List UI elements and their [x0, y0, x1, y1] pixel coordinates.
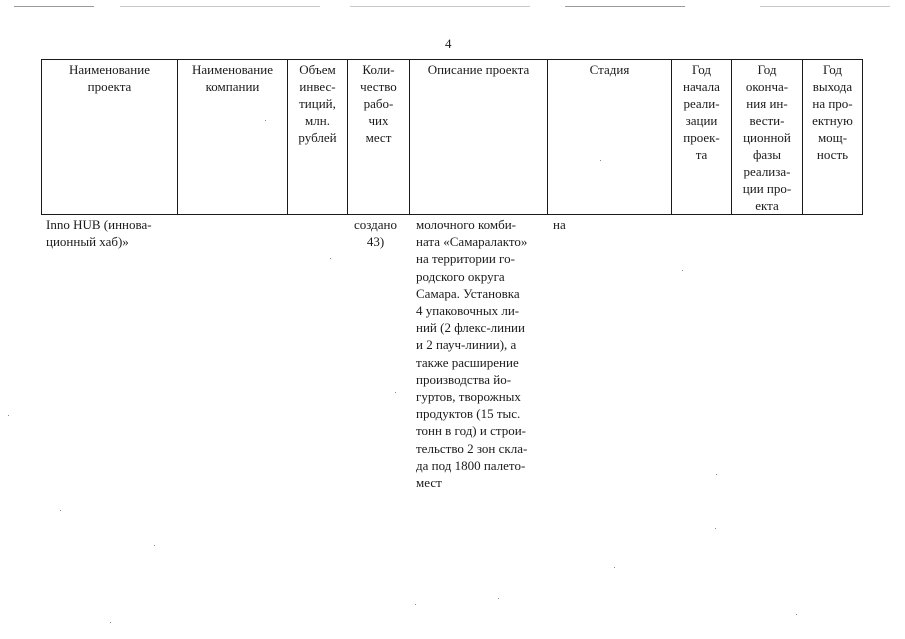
scan-speck [8, 415, 9, 416]
scan-speck [265, 120, 266, 121]
header-stage: Стадия [548, 60, 672, 215]
header-jobs-count: Коли- чество рабо- чих мест [348, 60, 410, 215]
scan-speck [395, 392, 396, 393]
projects-table-header [41, 59, 863, 215]
cell-project-description: молочного комби- ната «Самаралакто» на территории го- родского округа Самара. Установка 4 упаковочных ли- ний (2 флекс-линии и 2 пауч-линии), а также расширение производства йо- гуртов, творожных продуктов (15 тыс. тонн в год) и строи- тельство 2 зон скла- да под 1800 палето- мест [416, 217, 528, 491]
scan-speck [154, 545, 155, 546]
scan-artifact-line [760, 6, 890, 7]
scan-artifact-line [120, 6, 320, 7]
scan-speck [415, 604, 416, 605]
cell-stage: на [553, 217, 566, 232]
page-number: 4 [445, 36, 452, 51]
scan-speck [716, 474, 717, 475]
header-project-description: Описание проекта [410, 60, 548, 215]
header-project-name: Наименование проекта [42, 60, 178, 215]
scan-speck [715, 528, 716, 529]
cell-jobs-count: создано 43) [354, 217, 398, 250]
cell-project-name: Inno HUB (иннова- ционный хаб)» [46, 217, 152, 250]
header-company-name: Наименование компании [178, 60, 288, 215]
scan-speck [600, 160, 601, 161]
header-row [42, 60, 863, 215]
scan-speck [330, 258, 331, 259]
scan-speck [796, 614, 797, 615]
header-investment-volume: Объем инвес- тиций, млн. рублей [288, 60, 348, 215]
header-investment-end-year: Год оконча- ния ин- вести- ционной фазы реализа- ции про- екта [732, 60, 803, 215]
scan-speck [498, 598, 499, 599]
header-capacity-year: Год выхода на про- ектную мощ- ность [803, 60, 863, 215]
scan-artifact-line [14, 6, 94, 7]
scan-speck [682, 270, 683, 271]
scan-speck [60, 510, 61, 511]
scan-artifact-line [565, 6, 685, 7]
scan-speck [614, 567, 615, 568]
scan-speck [110, 622, 111, 623]
header-start-year: Год начала реали- зации проек- та [672, 60, 732, 215]
scan-artifact-line [350, 6, 530, 7]
